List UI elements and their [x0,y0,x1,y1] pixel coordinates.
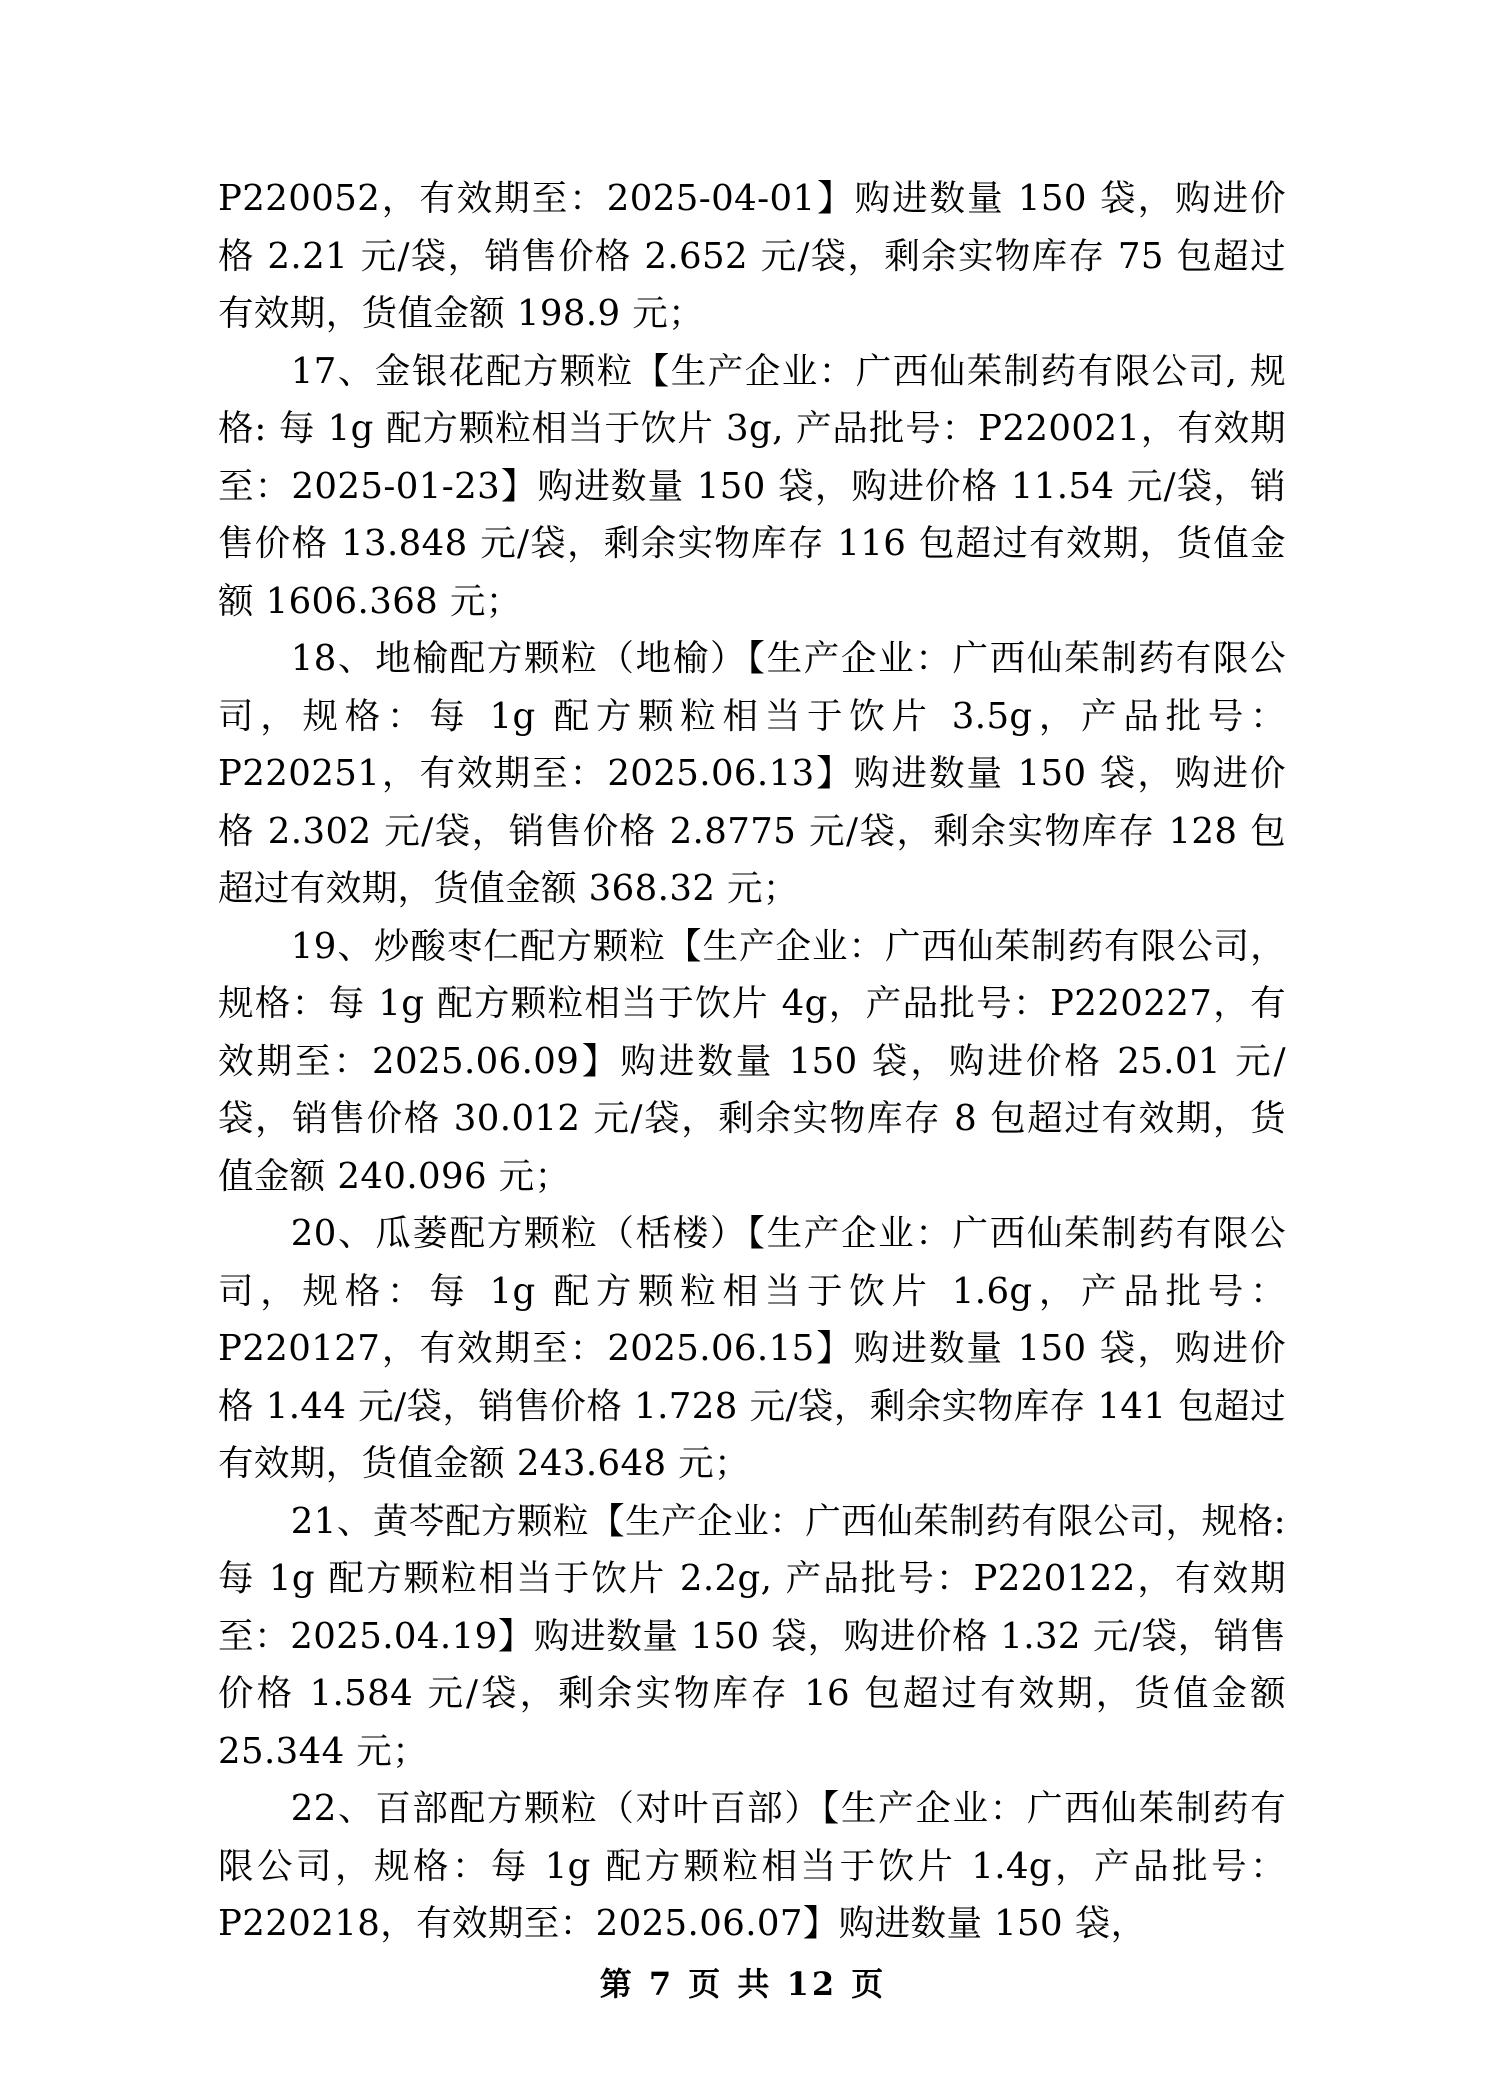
paragraph-item-20: 20、瓜蒌配方颗粒（栝楼）【生产企业：广西仙茱制药有限公司，规格：每 1g 配方颗粒相当于饮片 1.6g，产品批号：P220127，有效期至：2025.06.15】购进数量 150 袋，购进价格 1.44 元/袋，销售价格 1.728 元/袋，剩余实物库存 141 包超过有效期，货值金额 243.648 元； [218,1213,1286,1484]
paragraph-item-18: 18、地榆配方颗粒（地榆）【生产企业：广西仙茱制药有限公司，规格：每 1g 配方颗粒相当于饮片 3.5g，产品批号：P220251，有效期至：2025.06.13】购进数量 150 袋，购进价格 2.302 元/袋，销售价格 2.8775 元/袋，剩余实物库存 128 包超过有效期，货值金额 368.32 元； [218,638,1286,909]
paragraph-item-21: 21、黄芩配方颗粒【生产企业：广西仙茱制药有限公司，规格: 每 1g 配方颗粒相当于饮片 2.2g, 产品批号：P220122，有效期至：2025.04.19】购进数量 150 袋，购进价格 1.32 元/袋，销售价格 1.584 元/袋，剩余实物库存 16 包超过有效期，货值金额 25.344 元； [218,1500,1286,1772]
paragraph-continued-item-16: P220052，有效期至：2025-04-01】购进数量 150 袋，购进价格 2.21 元/袋，销售价格 2.652 元/袋，剩余实物库存 75 包超过有效期，货值金额 198.9 元； [218,178,1286,334]
document-body [218,170,1286,1953]
page-footer: 第 7 页 共 12 页 [599,1965,887,2003]
paragraph-item-22: 22、百部配方颗粒（对叶百部）【生产企业：广西仙茱制药有限公司，规格：每 1g 配方颗粒相当于饮片 1.4g，产品批号：P220218，有效期至：2025.06.07】购进数量 150 袋， [218,1788,1286,1944]
paragraph-item-19: 19、炒酸枣仁配方颗粒【生产企业：广西仙茱制药有限公司，规格：每 1g 配方颗粒相当于饮片 4g，产品批号：P220227，有效期至：2025.06.09】购进数量 150 袋，购进价格 25.01 元/袋，销售价格 30.012 元/袋，剩余实物库存 8 包超过有效期，货值金额 240.096 元； [218,925,1286,1197]
paragraph-item-17: 17、金银花配方颗粒【生产企业：广西仙茱制药有限公司, 规格: 每 1g 配方颗粒相当于饮片 3g, 产品批号：P220021，有效期至：2025-01-23】购进数量 150 袋，购进价格 11.54 元/袋，销售价格 13.848 元/袋，剩余实物库存 116 包超过有效期，货值金额 1606.368 元； [218,350,1286,622]
